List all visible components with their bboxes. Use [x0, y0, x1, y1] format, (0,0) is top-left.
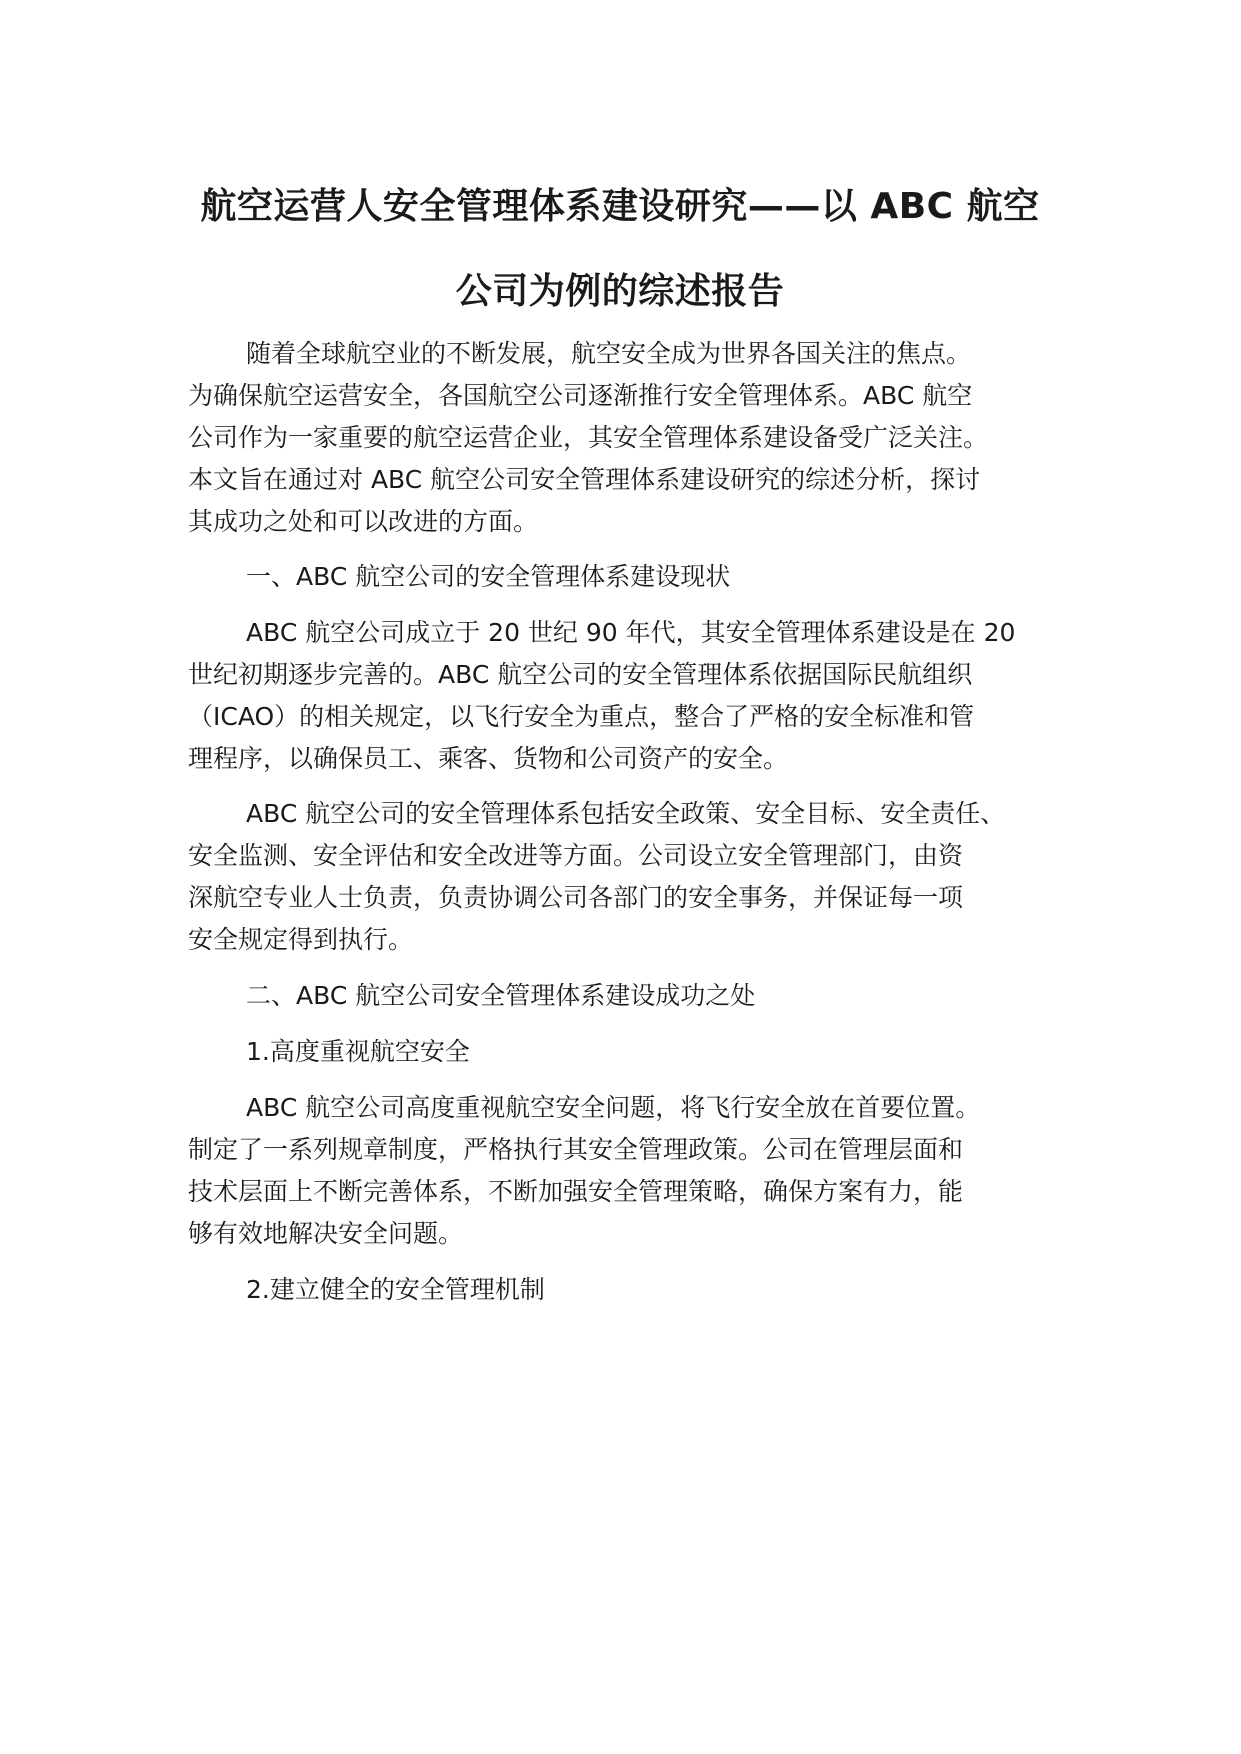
paragraph-line: 够有效地解决安全问题。: [188, 1219, 464, 1248]
paragraph-line: ABC 航空公司高度重视航空安全问题，将飞行安全放在首要位置。: [246, 1093, 981, 1122]
paragraph-line: 随着全球航空业的不断发展，航空安全成为世界各国关注的焦点。: [246, 339, 972, 368]
section-heading: 一、ABC 航空公司的安全管理体系建设现状: [246, 562, 731, 591]
document-title-line-1: 航空运营人安全管理体系建设研究——以 ABC 航空: [200, 186, 1040, 227]
paragraph-line: ABC 航空公司的安全管理体系包括安全政策、安全目标、安全责任、: [246, 799, 1006, 828]
paragraph-line: 制定了一系列规章制度，严格执行其安全管理政策。公司在管理层面和: [188, 1135, 964, 1164]
paragraph-line: 其成功之处和可以改进的方面。: [188, 507, 539, 536]
subsection-heading: 2.建立健全的安全管理机制: [246, 1275, 545, 1304]
paragraph-line: 为确保航空运营安全，各国航空公司逐渐推行安全管理体系。ABC 航空: [188, 381, 973, 410]
paragraph-line: ABC 航空公司成立于 20 世纪 90 年代，其安全管理体系建设是在 20: [246, 618, 1016, 647]
subsection-heading: 1.高度重视航空安全: [246, 1037, 470, 1066]
section-heading: 二、ABC 航空公司安全管理体系建设成功之处: [246, 981, 756, 1010]
document-title-line-2: 公司为例的综述报告: [455, 271, 785, 312]
paragraph-line: 安全规定得到执行。: [188, 925, 414, 954]
paragraph-line: （ICAO）的相关规定，以飞行安全为重点，整合了严格的安全标准和管: [188, 702, 975, 731]
paragraph-line: 技术层面上不断完善体系，不断加强安全管理策略，确保方案有力，能: [188, 1177, 964, 1206]
paragraph-line: 公司作为一家重要的航空运营企业，其安全管理体系建设备受广泛关注。: [188, 423, 989, 452]
paragraph-line: 安全监测、安全评估和安全改进等方面。公司设立安全管理部门，由资: [188, 841, 964, 870]
paragraph-line: 深航空专业人士负责，负责协调公司各部门的安全事务，并保证每一项: [188, 883, 964, 912]
paragraph-line: 理程序，以确保员工、乘客、货物和公司资产的安全。: [188, 744, 789, 773]
paragraph-line: 本文旨在通过对 ABC 航空公司安全管理体系建设研究的综述分析，探讨: [188, 465, 981, 494]
paragraph-line: 世纪初期逐步完善的。ABC 航空公司的安全管理体系依据国际民航组织: [188, 660, 973, 689]
